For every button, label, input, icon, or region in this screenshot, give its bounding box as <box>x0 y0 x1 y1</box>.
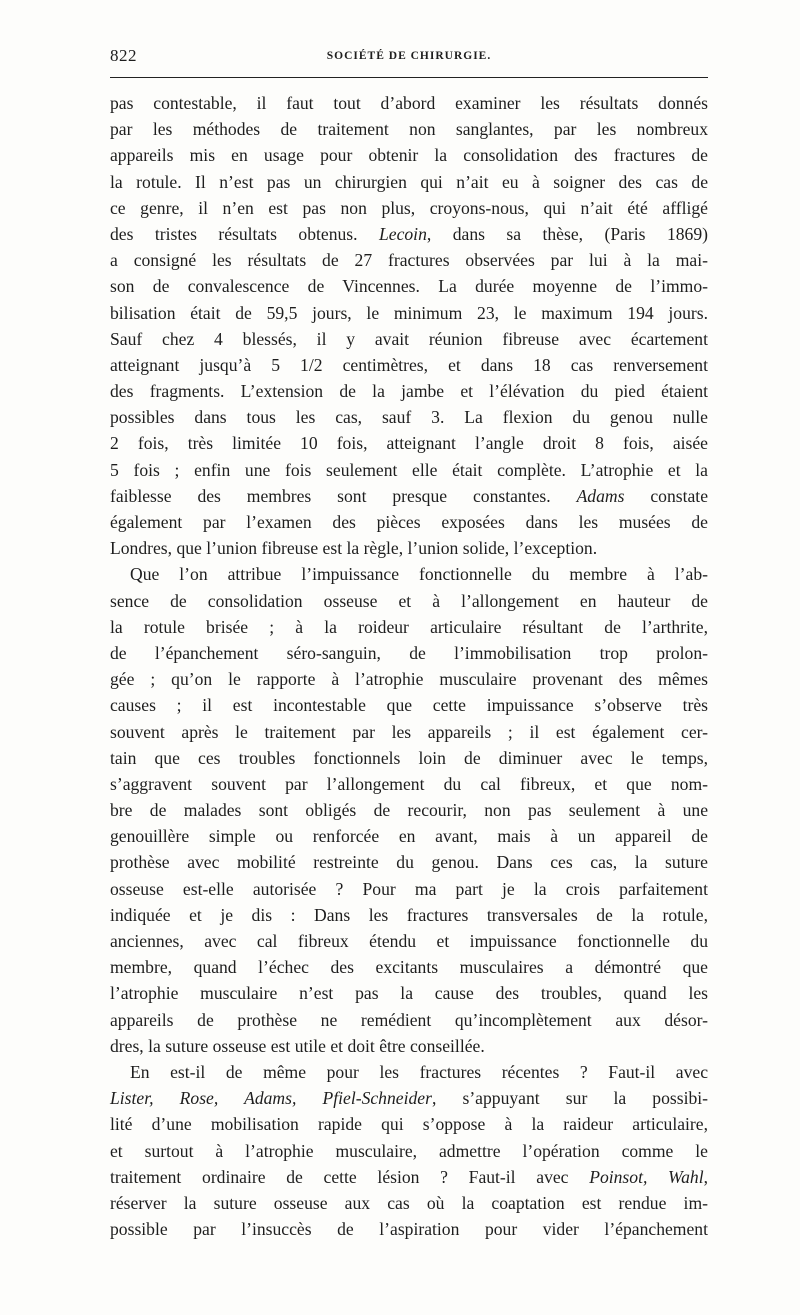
line-text: l’atrophie musculaire n’est pas la cause des troubles, quand les <box>110 983 708 1004</box>
text-line <box>110 1033 708 1059</box>
text-line <box>110 273 708 299</box>
line-text: la rotule brisée ; à la roideur articulaire résultant de l’arthrite, <box>110 616 708 637</box>
line-text: 5 fois ; enfin une fois seulement elle était complète. L’atrophie et la <box>110 459 708 480</box>
text-line <box>110 849 708 875</box>
italic-name: Lister, Rose, Adams, Pfiel-Schneider <box>110 1088 432 1109</box>
text-line <box>110 561 708 587</box>
line-text: genouillère simple ou renforcée en avant, mais à un appareil de <box>110 826 708 847</box>
line-text: Sauf chez 4 blessés, il y avait réunion fibreuse avec écartement <box>110 328 708 349</box>
line-text: par les méthodes de traitement non sanglantes, par les nombreux <box>110 119 708 140</box>
line-text: sence de consolidation osseuse et à l’allongement en hauteur de <box>110 590 708 611</box>
text-line <box>110 116 708 142</box>
line-text: souvent après le traitement par les appareils ; il est également cer- <box>110 721 708 742</box>
text-line <box>110 195 708 221</box>
text-line <box>110 430 708 456</box>
text-line <box>110 352 708 378</box>
line-text: appareils mis en usage pour obtenir la consolidation des fractures de <box>110 145 708 166</box>
text-line <box>110 247 708 273</box>
line-text: tain que ces troubles fonctionnels loin de diminuer avec le temps, <box>110 747 708 768</box>
line-text: , s’appuyant sur la possibi- <box>431 1088 708 1109</box>
line-text: osseuse est-elle autorisée ? Pour ma part je la crois parfaitement <box>110 878 708 899</box>
text-line <box>110 1007 708 1033</box>
page-number: 822 <box>110 46 137 65</box>
line-text: 2 fois, très limitée 10 fois, atteignant l’angle droit 8 fois, aisée <box>110 433 708 454</box>
line-text: atteignant jusqu’à 5 1/2 centimètres, et dans 18 cas renversement <box>110 354 708 375</box>
text-line <box>110 1190 708 1216</box>
line-text: faiblesse des membres sont presque constantes. <box>110 485 577 506</box>
text-line <box>110 404 708 430</box>
line-text: En est-il de même pour les fractures récentes ? Faut-il avec <box>130 1061 708 1082</box>
text-line <box>110 326 708 352</box>
text-line <box>110 692 708 718</box>
line-text: a consigné les résultats de 27 fractures observées par lui à la mai- <box>110 250 708 271</box>
header-rule <box>110 77 708 78</box>
page-header <box>110 46 708 70</box>
text-line <box>110 90 708 116</box>
line-text: bre de malades sont obligés de recourir, non pas seulement à une <box>110 800 708 821</box>
line-text: et surtout à l’atrophie musculaire, admettre l’opération comme le <box>110 1140 708 1161</box>
line-text: la rotule. Il n’est pas un chirurgien qui n’ait eu à soigner des cas de <box>110 171 708 192</box>
line-text: membre, quand l’échec des excitants musculaires a démontré que <box>110 957 708 978</box>
line-text: également par l’examen des pièces exposées dans les musées de <box>110 512 708 532</box>
text-line <box>110 588 708 614</box>
line-text: constate <box>624 485 708 506</box>
text-line <box>110 876 708 902</box>
text-line <box>110 928 708 954</box>
text-line <box>110 169 708 195</box>
line-text: anciennes, avec cal fibreux étendu et impuissance fonctionnelle du <box>110 931 708 951</box>
italic-name: Lecoin <box>378 223 427 244</box>
line-text: appareils de prothèse ne remédient qu’incomplètement aux désor- <box>110 1009 708 1030</box>
text-line <box>110 221 708 247</box>
line-text: dres, la suture osseuse est utile et doit être conseillée. <box>110 1035 485 1056</box>
text-line <box>110 1164 708 1190</box>
line-text: gée ; qu’on le rapporte à l’atrophie musculaire provenant des mêmes <box>110 669 708 690</box>
text-line <box>110 535 708 561</box>
text-line <box>110 614 708 640</box>
line-text: , <box>703 1166 708 1187</box>
body-text <box>110 90 708 1242</box>
text-line <box>110 823 708 849</box>
line-text: traitement ordinaire de cette lésion ? Faut-il avec <box>110 1166 590 1187</box>
text-line <box>110 300 708 326</box>
line-text: lité d’une mobilisation rapide qui s’oppose à la raideur articulaire, <box>110 1114 708 1135</box>
text-line <box>110 980 708 1006</box>
text-line <box>110 902 708 928</box>
text-line <box>110 457 708 483</box>
line-text: pas contestable, il faut tout d’abord examiner les résultats donnés <box>110 93 708 113</box>
text-line <box>110 1216 708 1242</box>
line-text: de l’épanchement séro-sanguin, de l’immobilisation trop prolon- <box>110 642 708 663</box>
text-line <box>110 666 708 692</box>
text-line <box>110 378 708 404</box>
text-line <box>110 509 708 535</box>
text-line <box>110 142 708 168</box>
line-text: des fragments. L’extension de la jambe et l’élévation du pied étaient <box>110 381 708 402</box>
text-line <box>110 640 708 666</box>
line-text: indiquée et je dis : Dans les fractures transversales de la rotule, <box>110 904 708 925</box>
text-line <box>110 1085 708 1111</box>
line-text: possible par l’insuccès de l’aspiration pour vider l’épanchement <box>110 1219 708 1240</box>
line-text: s’aggravent souvent par l’allongement du cal fibreux, et que nom- <box>110 773 708 794</box>
line-text: , dans sa thèse, (Paris 1869) <box>426 223 708 244</box>
text-line <box>110 954 708 980</box>
text-line <box>110 1059 708 1085</box>
line-text: son de convalescence de Vincennes. La durée moyenne de l’immo- <box>110 276 708 297</box>
text-line <box>110 1111 708 1137</box>
text-line <box>110 797 708 823</box>
text-line <box>110 483 708 509</box>
italic-name: Poinsot, Wahl <box>589 1166 704 1187</box>
text-line <box>110 1138 708 1164</box>
line-text: réserver la suture osseuse aux cas où la coaptation est rendue im- <box>110 1192 708 1213</box>
line-text: ce genre, il n’en est pas non plus, croyons-nous, qui n’ait été affligé <box>110 197 708 218</box>
line-text: bilisation était de 59,5 jours, le minimum 23, le maximum 194 jours. <box>110 302 708 323</box>
running-title: SOCIÉTÉ DE CHIRURGIE. <box>326 50 492 62</box>
text-line <box>110 719 708 745</box>
text-line <box>110 745 708 771</box>
line-text: possibles dans tous les cas, sauf 3. La flexion du genou nulle <box>110 407 708 428</box>
line-text: des tristes résultats obtenus. <box>110 223 379 244</box>
line-text: Que l’on attribue l’impuissance fonctionnelle du membre à l’ab- <box>130 564 708 585</box>
line-text: prothèse avec mobilité restreinte du genou. Dans ces cas, la suture <box>110 852 708 873</box>
italic-name: Adams <box>576 485 625 506</box>
text-line <box>110 771 708 797</box>
line-text: Londres, que l’union fibreuse est la règle, l’union solide, l’exception. <box>110 538 598 559</box>
line-text: causes ; il est incontestable que cette impuissance s’observe très <box>110 695 708 716</box>
